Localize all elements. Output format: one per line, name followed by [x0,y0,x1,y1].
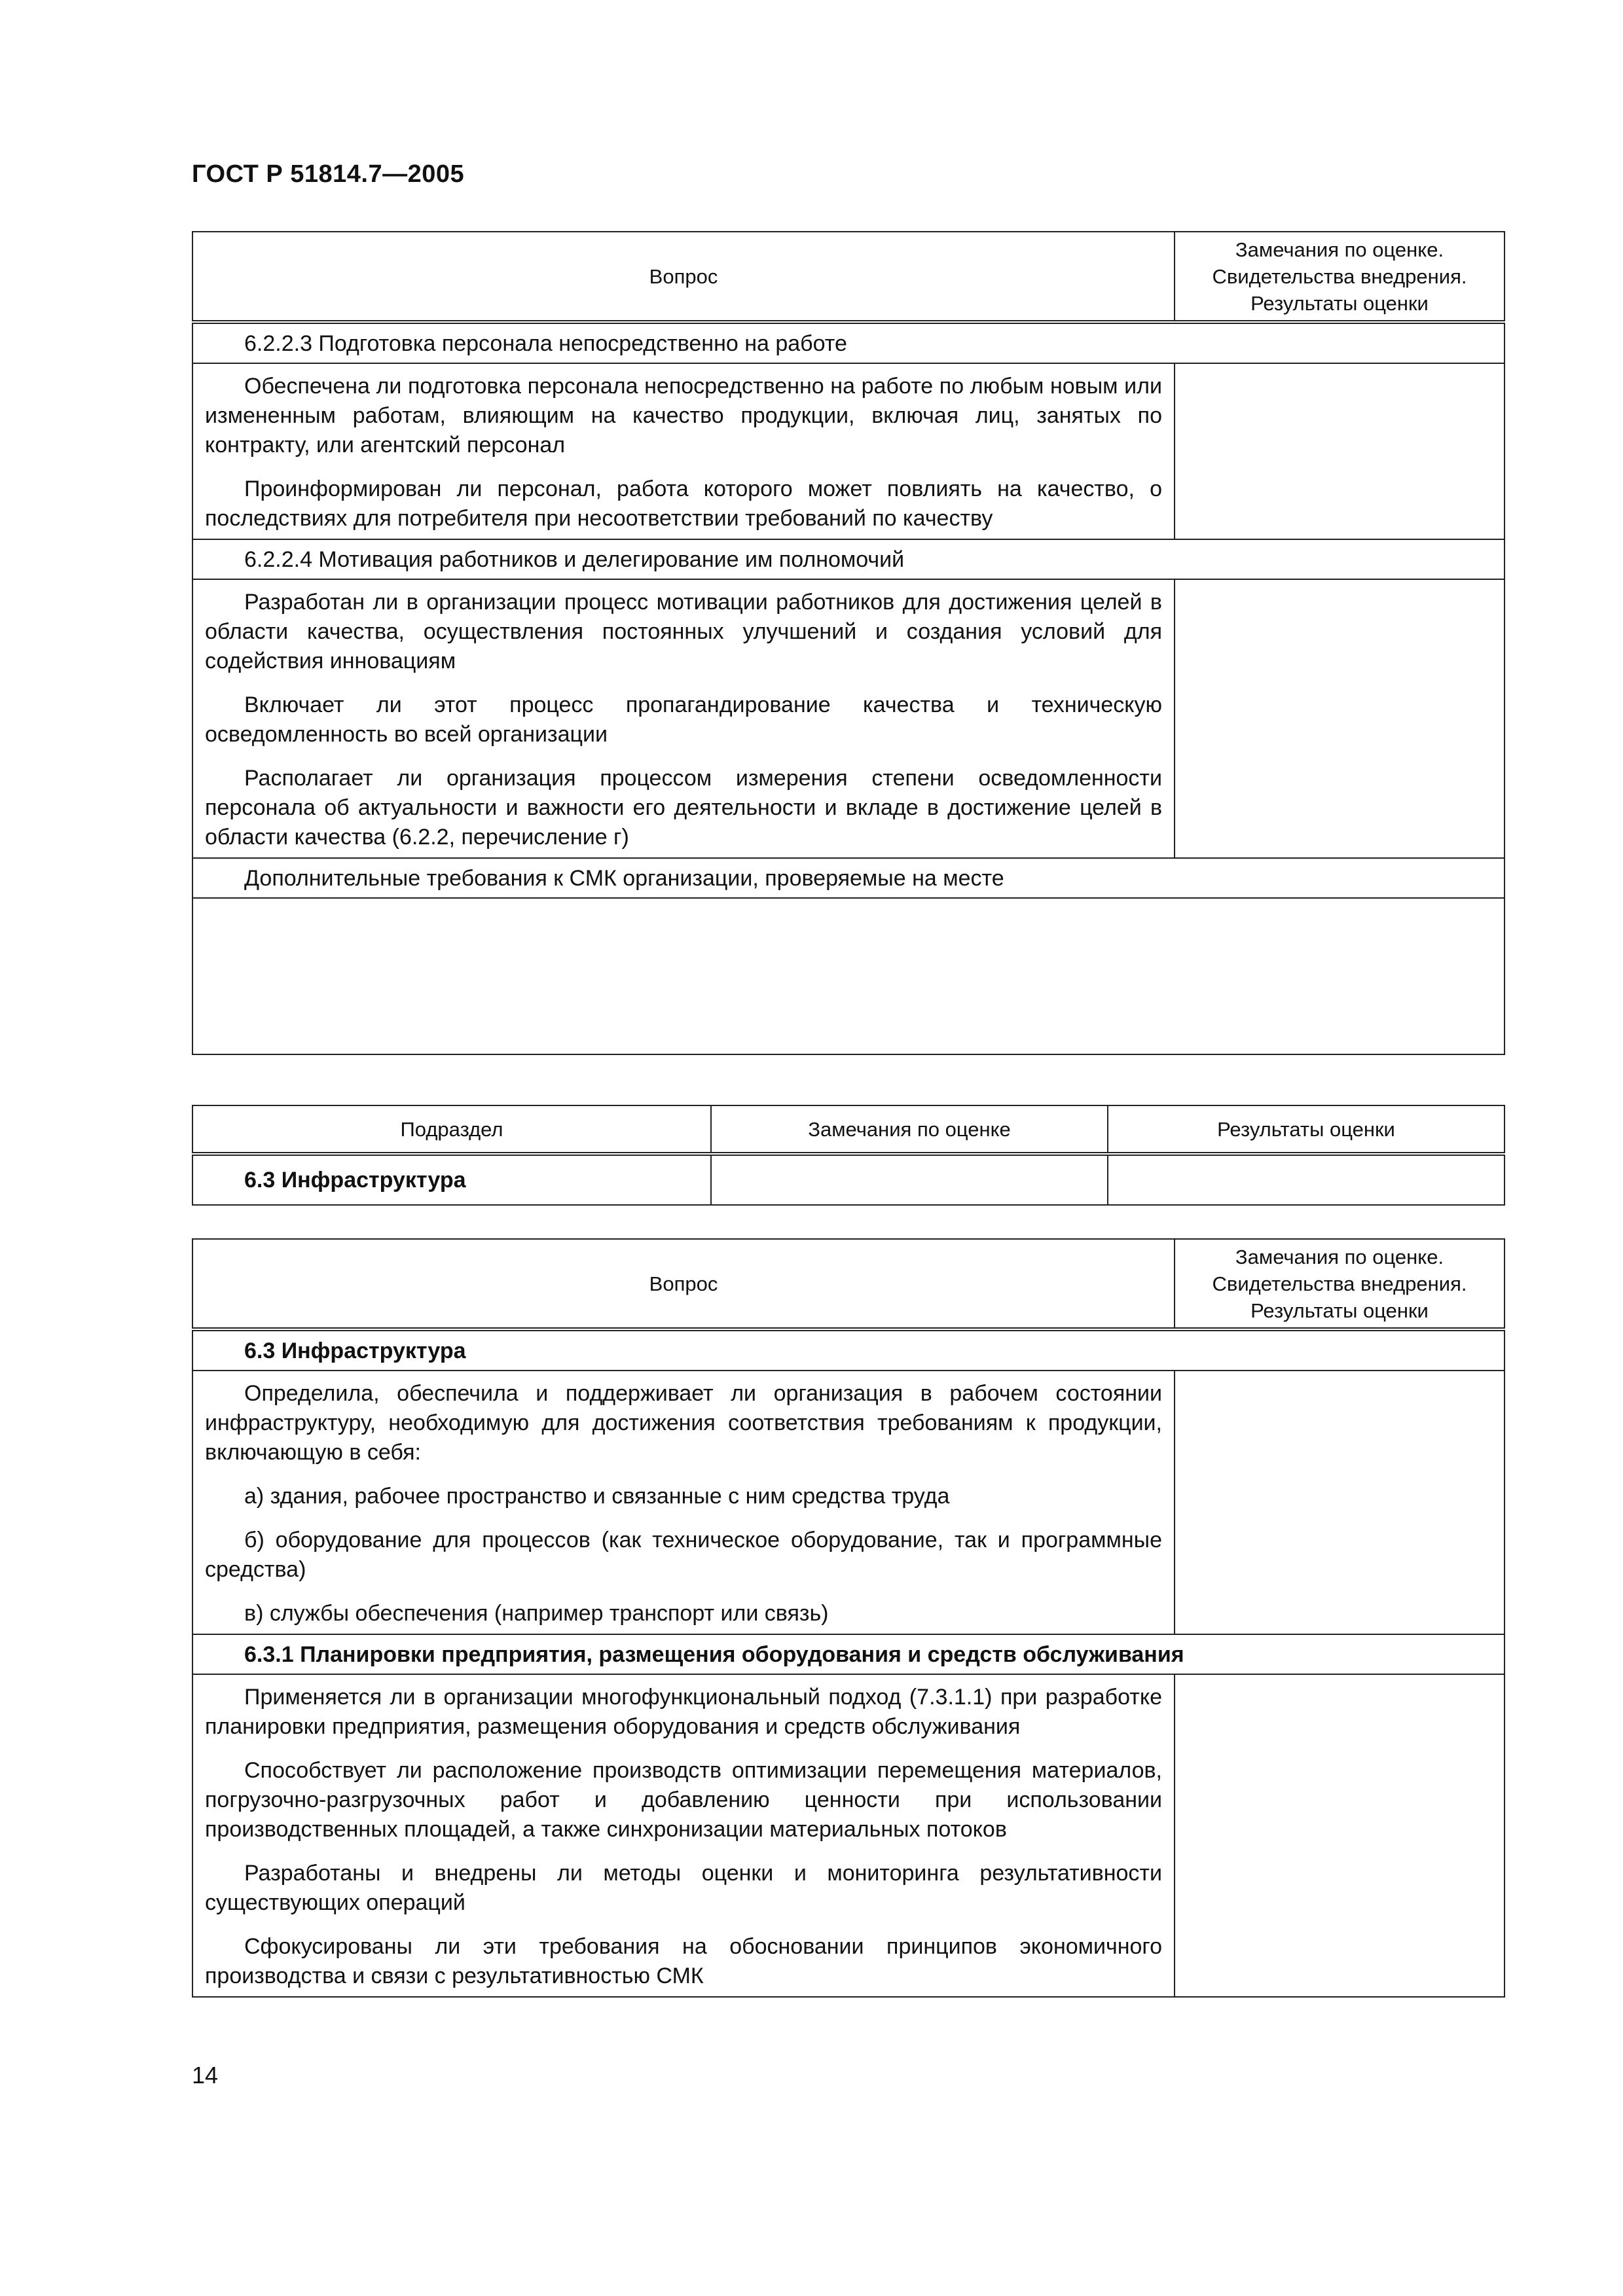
page-number: 14 [192,2062,219,2089]
additional-requirements-blank-cell[interactable] [192,898,1504,1054]
question-text: Применяется ли в организации многофункциональный подход (7.3.1.1) при разработке планировки предприятия, размещения оборудования и средств обслуживания [205,1685,1162,1739]
column-header-remarks: Замечания по оценке [711,1105,1108,1154]
column-header-remarks: Замечания по оценке. Свидетельства внедрения. Результаты оценки [1175,232,1504,322]
document-header: ГОСТ Р 51814.7—2005 [192,160,465,188]
question-cell [192,1674,1175,1997]
remarks-cell[interactable] [1175,1674,1504,1997]
question-text: б) оборудование для процессов (как техническое оборудование, так и программные средства) [205,1528,1162,1582]
question-text: Способствует ли расположение производств оптимизации перемещения материалов, погрузочно-разгрузочных работ и добавлению ценности при использовании производственных площадей, а также синхронизации материальных потоков [205,1758,1162,1842]
remarks-cell[interactable] [1175,1371,1504,1634]
results-cell[interactable] [1108,1154,1504,1205]
column-header-question: Вопрос [192,232,1175,322]
section-heading-6-2-2-3: 6.2.2.3 Подготовка персонала непосредственно на работе [192,322,1504,363]
question-text: Обеспечена ли подготовка персонала непосредственно на работе по любым новым или измененным работам, влияющим на качество продукции, включая лиц, занятых по контракту, или агентский персонал [205,374,1162,457]
question-text: а) здания, рабочее пространство и связанные с ним средства труда [244,1484,950,1509]
section-heading-6-3: 6.3 Инфраструктура [192,1329,1504,1371]
assessment-table-6-3 [192,1238,1505,1998]
remarks-cell[interactable] [711,1154,1108,1205]
subsection-summary-table [192,1105,1505,1206]
question-cell [192,579,1175,858]
question-text: Определила, обеспечила и поддерживает ли организация в рабочем состоянии инфраструктуру, необходимую для достижения соответствия требованиям к продукции, включающую в себя: [205,1381,1162,1465]
column-header-subsection: Подраздел [192,1105,711,1154]
question-text: в) службы обеспечения (например транспорт или связь) [244,1601,829,1626]
column-header-remarks: Замечания по оценке. Свидетельства внедрения. Результаты оценки [1175,1239,1504,1329]
column-header-results: Результаты оценки [1108,1105,1504,1154]
section-heading-6-2-2-4: 6.2.2.4 Мотивация работников и делегирование им полномочий [192,539,1504,579]
remarks-cell[interactable] [1175,579,1504,858]
remarks-cell[interactable] [1175,363,1504,539]
question-text: Располагает ли организация процессом измерения степени осведомленности персонала об актуальности и важности его деятельности и вкладе в достижение целей в области качества (6.2.2, перечисление г) [205,766,1162,850]
section-heading-additional-requirements: Дополнительные требования к СМК организации, проверяемые на месте [192,858,1504,898]
question-text: Сфокусированы ли эти требования на обосновании принципов экономичного производства и связи с результативностью СМК [205,1934,1162,1988]
subsection-name-6-3: 6.3 Инфраструктура [192,1154,711,1205]
question-text: Разработан ли в организации процесс мотивации работников для достижения целей в области качества, осуществления постоянных улучшений и создания условий для содействия инновациям [205,590,1162,673]
question-text: Разработаны и внедрены ли методы оценки и мониторинга результативности существующих операций [205,1861,1162,1915]
section-heading-6-3-1: 6.3.1 Планировки предприятия, размещения оборудования и средств обслуживания [192,1634,1504,1674]
question-text: Включает ли этот процесс пропагандирование качества и техническую осведомленность во всей организации [205,692,1162,747]
question-text: Проинформирован ли персонал, работа которого может повлиять на качество, о последствиях для потребителя при несоответствии требований по качеству [205,476,1162,531]
column-header-question: Вопрос [192,1239,1175,1329]
assessment-table-6-2-2 [192,231,1505,1055]
question-cell [192,1371,1175,1634]
question-cell [192,363,1175,539]
